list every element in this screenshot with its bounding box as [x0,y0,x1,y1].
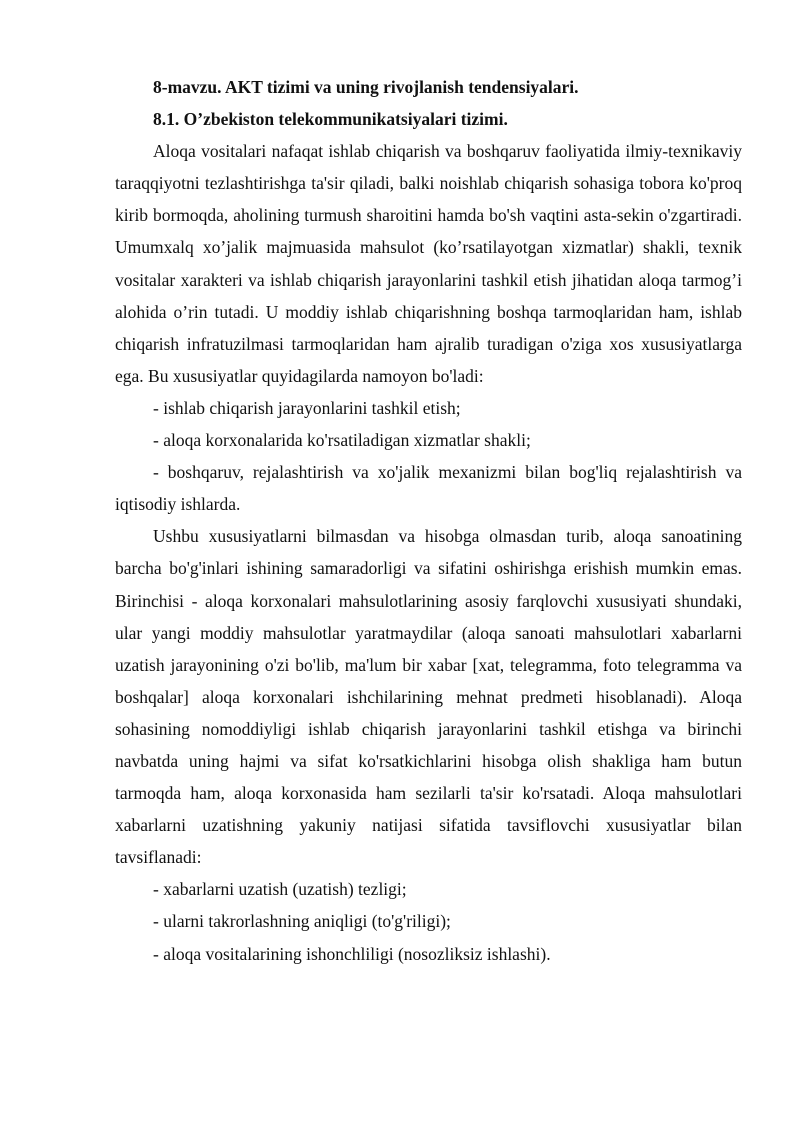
list-item: - aloqa korxonalarida ko'rsatiladigan xizmatlar shakli; [153,430,531,451]
list-item: - xabarlarni uzatish (uzatish) tezligi; [153,879,407,900]
list-item: - ishlab chiqarish jarayonlarini tashkil etish; [153,397,461,418]
paragraph-1: Aloqa vositalari nafaqat ishlab chiqarish va boshqaruv faoliyatida ilmiy-texnikaviy taraqqiyotni tezlashtirishga ta'sir qiladi, balki noishlab chiqarish sohasiga tobora ko'proq kirib bormoqda, aholining turmush sharoitini hamda bo'sh vaqtini asta-sekin o'zgartiradi. Umumxalq xo’jalik majmuasida mahsulot (ko’rsatilayotgan xizmatlar) shakli, texnik vositalar xarakteri va ishlab chiqarish jarayonlarini tashkil etish jihatidan aloqa tarmog’i alohida o’rin tutadi. U moddiy ishlab chiqarishning boshqa tarmoqlaridan ham, ishlab chiqarish infratuzilmasi tarmoqlaridan ham ajralib turadigan o'ziga xos xususiyatlarga ega. Bu xususiyatlar quyidagilarda namoyon bo'ladi: [115,141,742,386]
list-item: - ularni takrorlashning aniqligi (to'g'riligi); [153,911,451,932]
document-title: 8-mavzu. AKT tizimi va uning rivojlanish tendensiyalari. [153,77,579,97]
paragraph-2: Ushbu xususiyatlarni bilmasdan va hisobga olmasdan turib, aloqa sanoatining barcha bo'g'inlari ishining samaradorligi va sifatini oshirishga erishish mumkin emas. Birinchisi - aloqa korxonalari mahsulotlarining asosiy farqlovchi xususiyati shundaki, ular yangi moddiy mahsulotlar yaratmaydilar (aloqa sanoati mahsulotlari xabarlarni uzatish jarayonining o'zi bo'lib, ma'lum bir xabar [xat, telegramma, foto telegramma va boshqalar] aloqa korxonalari ishchilarining mehnat predmeti hisoblanadi). Aloqa sohasining nomoddiyligi ishlab chiqarish jarayonlarini tashkil etishga va birinchi navbatda uning hajmi va sifat ko'rsatkichlarini hisobga olish shakliga ham butun tarmoqda ham, aloqa korxonasida ham sezilarli ta'sir ko'rsatadi. Aloqa mahsulotlari xabarlarni uzatishning yakuniy natijasi sifatida tavsiflovchi xususiyatlar bilan tavsiflanadi: [115,526,742,868]
list-item: - boshqaruv, rejalashtirish va xo'jalik mexanizmi bilan bog'liq rejalashtirish va iqtisodiy ishlarda. [115,462,742,515]
list-item: - aloqa vositalarining ishonchliligi (nosozliksiz ishlashi). [153,943,551,964]
document-page [115,71,742,970]
section-subtitle: 8.1. O’zbekiston telekommunikatsiyalari tizimi. [153,109,508,130]
